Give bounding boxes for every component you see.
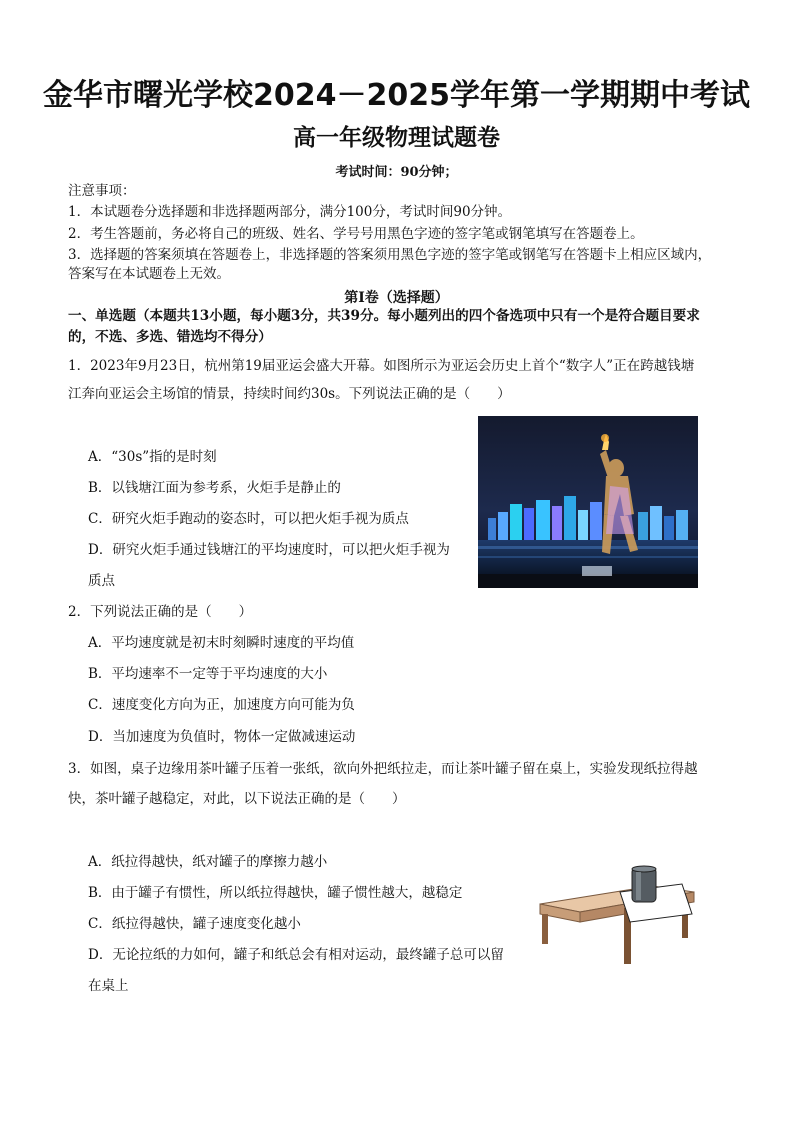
- q3-stem-2: 快，茶叶罐子越稳定，对此，以下说法正确的是（ ）: [68, 791, 406, 807]
- q3-stem-1: 3．如图，桌子边缘用茶叶罐子压着一张纸，欲向外把纸拉走，而让茶叶罐子留在桌上，实验发现纸拉得越: [68, 761, 698, 777]
- q1-stem-2: 江奔向亚运会主场馆的情景，持续时间约30s。下列说法正确的是（ ）: [68, 386, 511, 402]
- q2-option-d: D．当加速度为负值时，物体一定做减速运动: [88, 729, 356, 745]
- exam-subtitle: 高一年级物理试题卷: [293, 125, 500, 151]
- notes-heading: 注意事项：: [68, 183, 136, 199]
- notes-item-3: 3．选择题的答案须填在答题卷上，非选择题的答案须用黑色字迹的签字笔或钢笔写在答题卡上相应区域内，: [68, 247, 712, 263]
- exam-title: 金华市曙光学校2024－2025学年第一学期期中考试: [43, 78, 750, 113]
- q3-option-c: C．纸拉得越快，罐子速度变化越小: [88, 916, 301, 932]
- section-instruction-2: 的，不选、多选、错选均不得分）: [68, 329, 272, 345]
- notes-item-2: 2．考生答题前，务必将自己的班级、姓名、学号号用黑色字迹的签字笔或钢笔填写在答题卷上。: [68, 226, 644, 242]
- torchbearer-photo: [478, 416, 698, 588]
- q3-option-b: B．由于罐子有惯性，所以纸拉得越快，罐子惯性越大，越稳定: [88, 885, 463, 901]
- q1-option-a: A．“30s”指的是时刻: [88, 449, 217, 465]
- table-can-figure: [532, 862, 706, 968]
- section-title: 第Ⅰ卷（选择题）: [344, 290, 449, 306]
- q2-option-c: C．速度变化方向为正，加速度方向可能为负: [88, 697, 355, 713]
- q2-stem: 2．下列说法正确的是（ ）: [68, 604, 253, 620]
- notes-item-3-cont: 答案写在本试题卷上无效。: [68, 266, 230, 282]
- q3-option-a: A．纸拉得越快，纸对罐子的摩擦力越小: [88, 854, 328, 870]
- q3-option-d: D．无论拉纸的力如何，罐子和纸总会有相对运动，最终罐子总可以留: [88, 947, 504, 963]
- q1-stem-1: 1．2023年9月23日，杭州第19届亚运会盛大开幕。如图所示为亚运会历史上首个“数字人”正在跨越钱塘: [68, 358, 695, 374]
- q1-option-d: D．研究火炬手通过钱塘江的平均速度时，可以把火炬手视为: [88, 542, 450, 558]
- notes-item-1: 1．本试题卷分选择题和非选择题两部分，满分100分，考试时间90分钟。: [68, 204, 512, 220]
- q2-option-a: A．平均速度就是初末时刻瞬时速度的平均值: [88, 635, 355, 651]
- q1-option-d-cont: 质点: [88, 573, 115, 589]
- q3-option-d-cont: 在桌上: [88, 978, 129, 994]
- q1-option-c: C．研究火炬手跑动的姿态时，可以把火炬手视为质点: [88, 511, 409, 527]
- section-instruction-1: 一、单选题（本题共13小题，每小题3分，共39分。每小题列出的四个备选项中只有一个是符合题目要求: [68, 308, 700, 324]
- q2-option-b: B．平均速率不一定等于平均速度的大小: [88, 666, 328, 682]
- q1-option-b: B．以钱塘江面为参考系，火炬手是静止的: [88, 480, 341, 496]
- exam-time: 考试时间：90分钟；: [335, 165, 458, 180]
